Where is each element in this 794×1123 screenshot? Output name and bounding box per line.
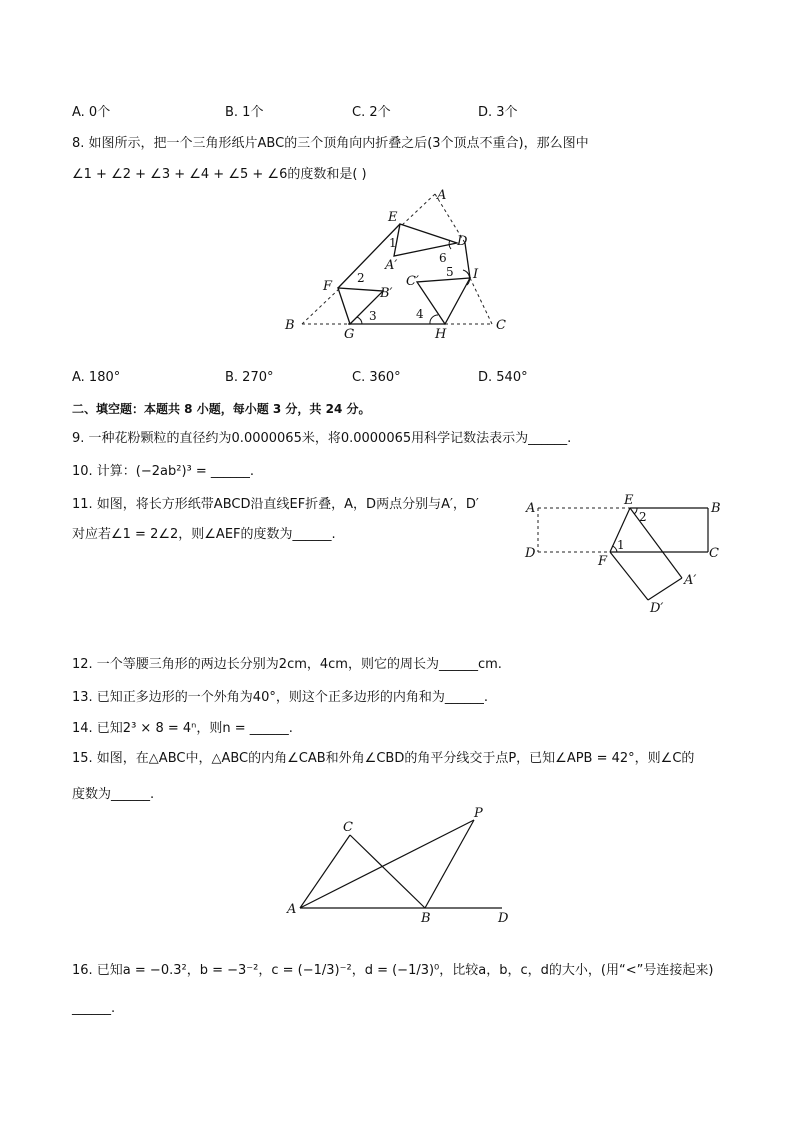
q13-stem: 13. 已知正多边形的一个外角为40°，则这个正多边形的内角和为______. [72, 690, 488, 705]
q8-label-6: 6 [439, 251, 447, 265]
q8-label-g: G [344, 327, 355, 342]
q8-option-a: A. 180° [72, 370, 121, 385]
q8-label-3: 3 [369, 309, 377, 323]
q8-option-d: D. 540° [478, 370, 528, 385]
q8-label-c-prime: C′ [406, 274, 419, 289]
q8-label-b: B [285, 318, 295, 333]
q8-stem-line2: ∠1 + ∠2 + ∠3 + ∠4 + ∠5 + ∠6的度数和是( ) [72, 167, 367, 182]
q8-label-b-prime: B′ [380, 286, 393, 301]
q11-label-e: E [624, 493, 634, 508]
q11-label-1: 1 [617, 538, 625, 552]
q7-option-b: B. 1个 [225, 105, 264, 120]
section-2-title: 二、填空题：本题共 8 小题，每小题 3 分，共 24 分。 [72, 402, 371, 416]
q11-stem-line2: 对应若∠1 = 2∠2，则∠AEF的度数为______. [72, 527, 336, 542]
q11-label-b: B [711, 501, 721, 516]
q14-stem: 14. 已知2³ × 8 = 4ⁿ，则n = ______. [72, 721, 293, 736]
q12-stem: 12. 一个等腰三角形的两边长分别为2cm，4cm，则它的周长为______cm. [72, 657, 502, 672]
q8-label-1: 1 [389, 236, 397, 250]
q15-label-b: B [421, 911, 431, 926]
q11-label-a: A [526, 501, 536, 516]
q15-label-p: P [474, 806, 483, 821]
q7-option-a: A. 0个 [72, 105, 111, 120]
q16-stem-line1: 16. 已知a = −0.3²，b = −3⁻²，c = (−1/3)⁻²，d = (−1/3)⁰，比较a，b，c，d的大小，(用“<”号连接起来) [72, 963, 714, 978]
q15-label-a: A [287, 902, 297, 917]
q8-label-i: I [473, 267, 479, 282]
q8-stem-line1: 8. 如图所示，把一个三角形纸片ABC的三个顶角向内折叠之后(3个顶点不重合)，那么图中 [72, 136, 589, 151]
q8-label-f: F [323, 279, 333, 294]
q15-label-d: D [498, 911, 509, 926]
q8-label-4: 4 [416, 307, 424, 321]
q8-label-c: C [496, 318, 506, 333]
q10-stem: 10. 计算：(−2ab²)³ = ______. [72, 464, 255, 479]
q8-label-2: 2 [357, 271, 365, 285]
q8-label-d: D [457, 234, 468, 249]
q11-label-d: D [525, 546, 536, 561]
q8-label-h: H [435, 327, 447, 342]
q15-stem-line1: 15. 如图，在△ABC中，△ABC的内角∠CAB和外角∠CBD的角平分线交于点P，已知∠APB = 42°，则∠C的 [72, 751, 695, 766]
q11-label-c: C [709, 546, 719, 561]
q8-label-e: E [388, 210, 398, 225]
q11-stem-line1: 11. 如图，将长方形纸带ABCD沿直线EF折叠，A，D两点分别与A′，D′ [72, 497, 479, 512]
q16-stem-line2: ______. [72, 1001, 116, 1016]
q11-label-2: 2 [639, 510, 647, 524]
q7-option-d: D. 3个 [478, 105, 518, 120]
q8-label-a-prime: A′ [385, 258, 398, 273]
q15-label-c: C [343, 820, 353, 835]
q11-label-a-prime: A′ [684, 573, 697, 588]
q7-option-c: C. 2个 [352, 105, 391, 120]
q11-label-f: F [598, 554, 608, 569]
q8-label-5: 5 [446, 265, 454, 279]
q8-option-c: C. 360° [352, 370, 401, 385]
q11-label-d-prime: D′ [650, 601, 664, 616]
q8-option-b: B. 270° [225, 370, 274, 385]
q9-stem: 9. 一种花粉颗粒的直径约为0.0000065米，将0.0000065用科学记数法表示为______. [72, 431, 572, 446]
q15-stem-line2: 度数为______. [72, 787, 155, 802]
q8-label-a: A [437, 188, 447, 203]
q15-figure [280, 800, 520, 930]
q8-figure [280, 185, 520, 345]
q11-figure [520, 490, 730, 620]
